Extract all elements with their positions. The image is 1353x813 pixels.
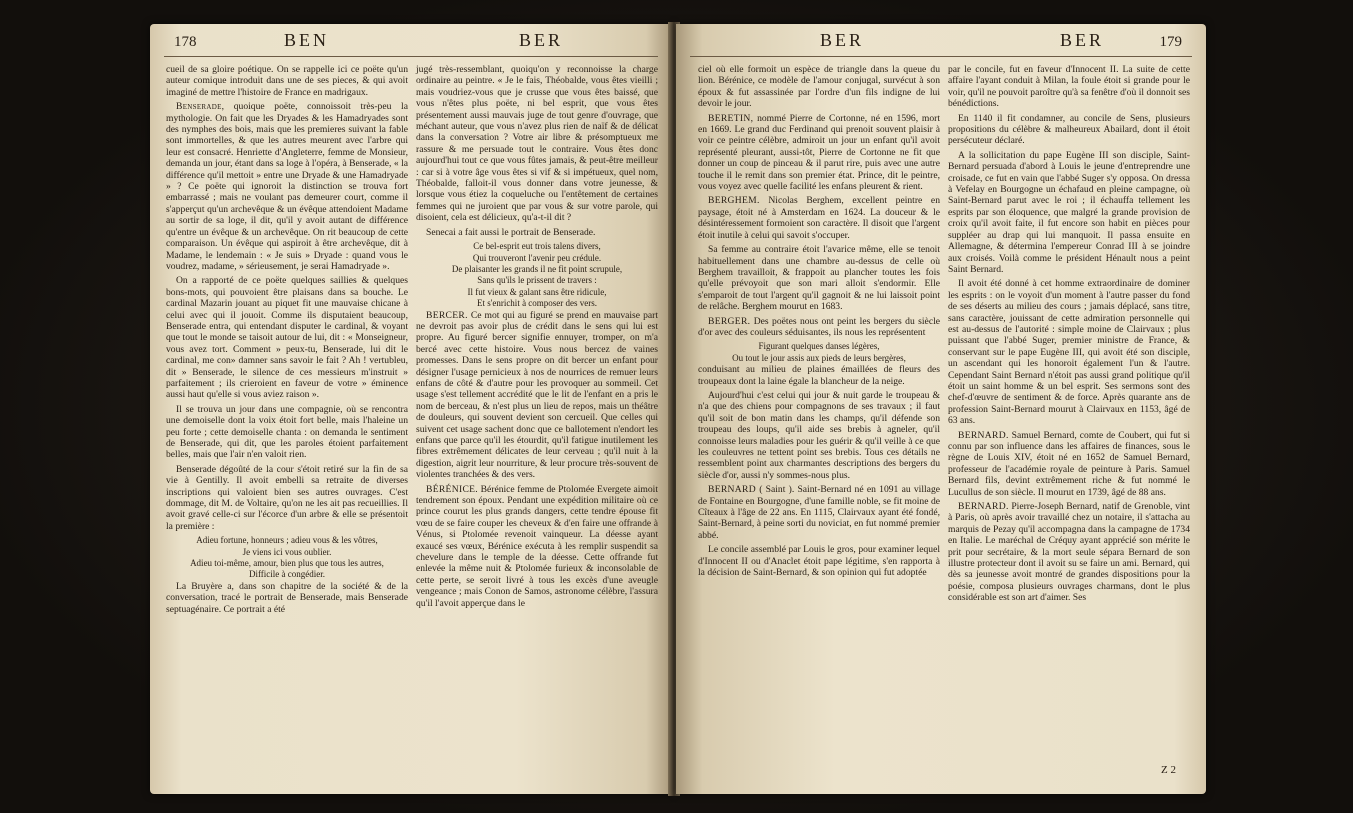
paragraph-text: , quoique poëte, connoissoit très-peu la mythologie. On fait que les Dryades & les Hamadryades sont des nymphes des bois, mais que les premieres suivant la fable sont immortelles, & que les autres meurent avec l'arbre qui leur est consacré. Henriette d'Angleterre, femme de Monsieur, demanda un jour, étant dans sa loge à l'opéra, à Benserade, « la différence qu'il mettoit » entre une Dryade & une Hamadryade » ? Ce poëte qui ignoroit la distinction se trouva fort embarrassé ; mais ne voulant pas demeurer court, comme il s'apperçut qu'un archevêque & un évêque attendoient Madame au sortir de sa loge, il dit, qu'il y avoit autant de différence qu'entre un évêque & un archevêque. On rit beaucoup de cette comparaison. Un évêque qui aspiroit à être archevêque, dit à Madame, le lendemain : « Je suis » Dryade : quand vous le voudrez, madame, » sérieusement, je serai Hamadryade ». bbox=[166, 101, 408, 272]
entry-headword: BERNARD. bbox=[958, 429, 1009, 441]
paragraph bbox=[948, 430, 1190, 498]
paragraph bbox=[698, 364, 940, 387]
paragraph-text: Samuel Bernard, comte de Coubert, qui fut si connu par son influence dans les affaires de finances, sous le règne de Louis XIV, étoit né en 1652 de Samuel Bernard, professeur de l'académie royale de peinture à Paris. Samuel Bernard fils, devint extrêmement riche & fut nommé le Lucullus de son siècle. Il mourut en 1739, âgé de 88 ans. bbox=[948, 429, 1190, 498]
verse-line: De plaisanter les grands il ne fit point scrupule, bbox=[451, 263, 623, 274]
running-head: BER bbox=[519, 30, 564, 50]
paragraph bbox=[698, 64, 940, 110]
paragraph-text: Ce mot qui au figuré se prend en mauvaise part ne devroit pas avoir plus de crédit dans le sens qui lui est propre. Au figuré bercer signifie ennuyer, tromper, on m'a bercé avec cette histoire. Vous nous bercez de vaines promesses. Dans le sens propre on dit bercer un enfant pour désigner l'usage pernicieux à nos de nourrices de remuer leurs enfans de côté & d'autre pour les provoquer au sommeil. Cet usage s'est tellement accrédité que le lit de l'enfant en a pris le nom de berceau, & n'est plus un lieu de repos, mais un théâtre de douleurs, qui souvent devient son cercueil. Que celles qui suivent cet usage sachent donc que ce ballotement n'endort les enfans que parce qu'il les étourdit, qu'il fatigue inutilement les fibres extrêmement délicates de leur cerveau ; qu'il nuit à la digestion, aigrit leur nourriture, & leur procure très-souvent de violentes tranchées & des vers. bbox=[416, 309, 658, 481]
paragraph bbox=[698, 113, 940, 193]
text-column bbox=[416, 64, 658, 612]
signature-mark: Z 2 bbox=[1161, 764, 1176, 776]
paragraph-text: Pierre-Joseph Bernard, natif de Grenoble, vint à Paris, où après avoir travaillé chez un notaire, il s'attacha au marquis de Pezay qu'il accompagna dans la campagne de 1734 en Italie. Le maréchal de Créquy ayant apprécié son mérite le prit pour secrétaire, & la mort seule sépara Bernard de son illustre protecteur dont il avoit su se faire un ami. Bernard, qui dès sa jeunesse avoit montré de grandes dispositions pour la poésie, composa plusieurs ouvrages charmans, dont le plus considérable est son art d'aimer. Ses bbox=[948, 501, 1190, 604]
paragraph bbox=[166, 101, 408, 272]
entry-headword: BERNARD. bbox=[958, 501, 1009, 513]
paragraph-text: Il se trouva un jour dans une compagnie, où se rencontra une demoiselle dont la voix étoit fort belle, mais l'haleine un peu forte ; cette demoiselle chanta : on demanda le sentiment de Benserade, qui dit, que les paroles étoient parfaitement belles, mais que l'air n'en valoit rien. bbox=[166, 403, 408, 461]
paragraph bbox=[166, 275, 408, 400]
verse-line: Ou tout le jour assis aux pieds de leurs bergères, bbox=[732, 352, 906, 363]
paragraph-text: ciel où elle formoit un espèce de triangle dans la queue du lion. Bérénice, ce modèle de l'amour conjugal, survécut à son époux & fut assassinée par l'ordre d'un fils indigne de lui devoir le jour. bbox=[698, 64, 940, 110]
verse-line: Qui trouveront l'avenir peu crédule. bbox=[472, 252, 602, 263]
paragraph-text: cueil de sa gloire poétique. On se rappelle ici ce poëte qu'un auteur comique introduit dans une de ses pieces, & qui avoit imaginé de mettre l'histoire de France en madrigaux. bbox=[166, 64, 408, 98]
paragraph bbox=[698, 390, 940, 481]
paragraph-text: A la sollicitation du pape Eugène III son disciple, Saint-Bernard persuada d'abord à Louis le jeune d'entreprendre une croisade, ce fut en vain que l'abbé Suger s'y opposa. On dressa à Vefelay en Bourgogne un échafaud en pleine campagne, où Saint-Bernard parut avec le roi ; il échauffa tellement les esprits par son éloquence, que malgré la grande provision de croix qu'il avoit faite, il fut encore son habit en pièces pour suppléer au drap qui lui manquoit. Il passa ensuite en Allemagne, & détermina l'empereur Conrad III à se joindre aux croisés. Voilà comme le président Hénault nous a peint Saint Bernard. bbox=[948, 149, 1190, 275]
paragraph bbox=[166, 464, 408, 532]
entry-headword: BERGHEM. bbox=[708, 195, 760, 207]
paragraph-text: Senecai a fait aussi le portrait de Benserade. bbox=[426, 226, 596, 238]
paragraph bbox=[948, 278, 1190, 426]
paragraph bbox=[166, 404, 408, 461]
paragraph-text: En 1140 il fit condamner, au concile de Sens, plusieurs propositions du célèbre & malheureux Abailard, dont il étoit persécuteur déclaré. bbox=[948, 112, 1190, 147]
right-page bbox=[676, 24, 1206, 794]
paragraph-text: On a rapporté de ce poëte quelques saillies & quelques bons-mots, qui pouvoient être plaisans dans sa bouche. Le cardinal Mazarin jouant au piquet fit une mauvaise chicane à celui avec qui il jouoit. Comme ils disputaient beaucoup, Benserade entra, qui entendant disputer le cardinal, & voyant que tout le monde se taisoit autour de lui, dit : « Monseigneur, vous avez tort. Comment » peux-tu, Benserade, lui dit le cardinal, me con» damner sans savoir le fait ? Ah ! vertubleu, dit » Benserade, le silence de ces messieurs m'instruit » parfaitement ; ils crieroient en faveur de votre » éminence aussi haut qu'elle si vous aviez raison ». bbox=[166, 275, 408, 401]
running-head: BER bbox=[1060, 30, 1105, 50]
paragraph bbox=[698, 244, 940, 312]
paragraph bbox=[948, 64, 1190, 110]
paragraph-text: conduisant au milieu de plaines émaillées de fleurs des troupeaux dont la laine égale la blancheur de la neige. bbox=[698, 364, 940, 387]
paragraph bbox=[948, 501, 1190, 604]
entry-headword: BERNARD bbox=[708, 484, 756, 496]
entry-headword: Benserade bbox=[176, 101, 222, 113]
running-head: BER bbox=[820, 30, 865, 50]
verse-line: Il fut vieux & galant sans être ridicule, bbox=[467, 286, 607, 297]
page-number: 179 bbox=[1159, 34, 1182, 50]
paragraph-text: Sa femme au contraire étoit l'avarice même, elle se tenoit habituellement dans une chambre au-dessus de celle où Berghem travailloit, & frappoit au plancher toutes les fois qu'elle prévoyoit que son mari alloit s'endormir. Elle s'emparoit de tout l'argent qu'il gagnoit & ne lui laissoit point de relâche. Berghem mourut en 1683. bbox=[698, 244, 940, 313]
paragraph-text: par le concile, fut en faveur d'Innocent II. La suite de cette affaire l'ayant conduit à Milan, la foule étoit si grande pour le voir, qu'il ne pouvoit paroître qu'à sa fenêtre d'où il donnoit ses bénédictions. bbox=[948, 64, 1190, 110]
left-page-header bbox=[164, 30, 658, 54]
paragraph-text: Aujourd'hui c'est celui qui jour & nuit garde le troupeau & n'a que des chiens pour compagnons de ses travaux ; il faut qu'il soit de bon matin dans les champs, qu'il défende son troupeau des loups, qu'il aide ses brebis à agneler, qu'il connoisse leurs maladies pour les guérir & qu'il veille à ce que les couleuvres ne tettent point ses brebis. Tous ces détails ne ressemblent point aux charmantes descriptions des bergers du siècle d'or, aussi n'y sommes-nous plus. bbox=[698, 389, 940, 481]
paragraph bbox=[416, 310, 658, 481]
paragraph-text: La Bruyère a, dans son chapitre de la société & de la conversation, tracé le portrait de Benserade, mais Benserade septuagénaire. Ce portrait a été bbox=[166, 580, 408, 615]
paragraph bbox=[948, 113, 1190, 147]
paragraph bbox=[416, 484, 658, 609]
entry-headword: BÉRÉNICE. bbox=[426, 483, 478, 495]
right-page-header bbox=[690, 30, 1192, 54]
page-number: 178 bbox=[174, 34, 197, 50]
text-column bbox=[166, 64, 408, 618]
text-column bbox=[948, 64, 1190, 607]
paragraph bbox=[416, 64, 658, 224]
paragraph-text: nommé Pierre de Cortonne, né en 1596, mort en 1669. Le grand duc Ferdinand qui prenoit souvent plaisir à voir ce peintre célèbre, admiroit un jour un enfant qu'il avoit représenté pleurant, aussi-tôt, Pierre de Cortonne ne fit que donner un coup de pinceau & il parut rire, puis avec une autre touche il le remit dans son premier état. Prince, dit le peintre, vous voyez avec quelle facilité les enfans pleurent & rient. bbox=[698, 112, 940, 193]
paragraph-text: Le concile assemblé par Louis le gros, pour examiner lequel d'Innocent II ou d'Anaclet étoit pape légitime, s'en rapporta à la décision de Saint-Bernard, & son opinion qui fut adoptée bbox=[698, 544, 940, 579]
paragraph-text: Bérénice femme de Ptolomée Evergete aimoit tendrement son époux. Pendant une expédition militaire où ce prince courut les plus grands dangers, cette tendre épouse fit vœu de se faire couper les cheveux & d'en faire une offrande à Vénus, si Ptolomée revenoit vainqueur. La déesse ayant exaucé ses vœux, Bérénice exécuta à les remplir suspendit sa chevelure dans le temple de la déesse. Cette offrande fut enlevée la même nuit & Ptolomée furieux & inconsolable de cette perte, se seroit livré à tous les excès d'une aveugle vengeance ; mais Conon de Samos, astronome célèbre, l'assura qu'il l'avoit apperçue dans le bbox=[416, 483, 658, 609]
paragraph bbox=[698, 316, 940, 339]
paragraph bbox=[698, 544, 940, 578]
paragraph-text: Il avoit été donné à cet homme extraordinaire de dominer les esprits : on le voyoit d'un moment à l'autre passer du fond de ses déserts au milieu des cours ; jamais déplacé, sans titre, sans caractère, jouissant de cette admiration personnelle qui est au-dessus de l'autorité : simple moine de Clairvaux ; plus puissant que l'abbé Suger, premier ministre de France, & conservant sur le pape Eugène III, qui avoit été son disciple, un ascendant qui les honoroit également l'un & l'autre. Cependant Saint Bernard n'étoit pas aussi grand politique qu'il étoit un saint homme & un bel esprit. Ses sermons sont des chef-d'œuvre de sentiment & de force. Après quarante ans de profession Saint-Bernard mourut à Clairvaux en 1153, âgé de 63 ans. bbox=[948, 278, 1190, 427]
header-rule bbox=[690, 56, 1192, 57]
verse-line: Adieu toi-même, amour, bien plus que tous les autres, bbox=[190, 558, 384, 569]
entry-headword: BERETIN, bbox=[708, 112, 754, 124]
paragraph bbox=[698, 195, 940, 241]
text-column bbox=[698, 64, 940, 581]
verse-line: Je viens ici vous oublier. bbox=[242, 546, 332, 557]
paragraph-text: Benserade dégoûté de la cour s'étoit retiré sur la fin de sa vie à Gentilly. Il avoit embelli sa retraite de diverses inscriptions qui valoient bien ses autres ouvrages. C'est dommage, dit M. de Voltaire, qu'on ne les ait pas recueillies. Il avoit gravé celle-ci sur l'écorce d'un arbre & elle se présentoit la première : bbox=[166, 463, 408, 532]
paragraph bbox=[166, 581, 408, 615]
left-page bbox=[150, 24, 672, 794]
verse-line: Difficile à congédier. bbox=[248, 569, 326, 580]
paragraph-text: Nicolas Berghem, excellent peintre en paysage, étoit né à Amsterdam en 1624. La douceur & le désintéressement formoient son caractère. Il disoit que l'argent étoit inutile à celui qui savoit s'occuper. bbox=[698, 195, 940, 241]
paragraph bbox=[416, 227, 658, 238]
paragraph bbox=[166, 64, 408, 98]
header-rule bbox=[164, 56, 658, 57]
verse-line: Figurant quelques danses légères, bbox=[758, 341, 880, 352]
paragraph-text: jugé très-ressemblant, quoiqu'on y reconnoisse la charge ordinaire au peintre. « Je le fais, Théobalde, vous êtes vieilli ; mais voudriez-vous que je crusse que vous êtes baissé, que vous n'êtes plus poëte, ni bel esprit, que vous êtes présentement aussi mauvais juge de tout genre d'ouvrage, que méchant auteur, que vous n'avez plus rien de naïf & de délicat dans la conversation ? Votre air libre & présomptueux me rassure & me persuade tout le contraire. Vous êtes donc aujourd'hui tout ce que vous fûtes jamais, & peut-être meilleur : car si à votre âge vous êtes si vif & si impétueux, quel nom, Théobalde, falloit-il vous donner dans votre jeunesse, & lorsque vous étiez la coqueluche ou l'entêtement de certaines femmes qui ne juroient que par vous & sur votre parole, qui disoient, cela est délicieux, qu'a-t-il dit ? bbox=[416, 64, 658, 224]
verse-line: Adieu fortune, honneurs ; adieu vous & les vôtres, bbox=[196, 535, 378, 546]
verse-line: Et s'enrichit à composer des vers. bbox=[476, 298, 598, 309]
verse-line: Ce bel-esprit eut trois talens divers, bbox=[473, 241, 601, 252]
paragraph bbox=[948, 150, 1190, 275]
verse-line: Sans qu'ils le prissent de travers : bbox=[477, 275, 597, 286]
paragraph-text: Des poëtes nous ont peint les bergers du siècle d'or avec des couleurs séduisantes, ils nous les représentent bbox=[698, 315, 940, 338]
running-head: BEN bbox=[284, 30, 329, 50]
paragraph-text: ( Saint ). Saint-Bernard né en 1091 au village de Fontaine en Bourgogne, d'une famille noble, se fit moine de Cîteaux à l'âge de 22 ans. En 1115, Clairvaux ayant été fondé, Saint-Bernard, à peine sorti du noviciat, en fut nommé premier abbé. bbox=[698, 484, 940, 541]
entry-headword: BERGER. bbox=[708, 315, 751, 327]
entry-headword: BERCER. bbox=[426, 309, 468, 321]
paragraph bbox=[698, 484, 940, 541]
